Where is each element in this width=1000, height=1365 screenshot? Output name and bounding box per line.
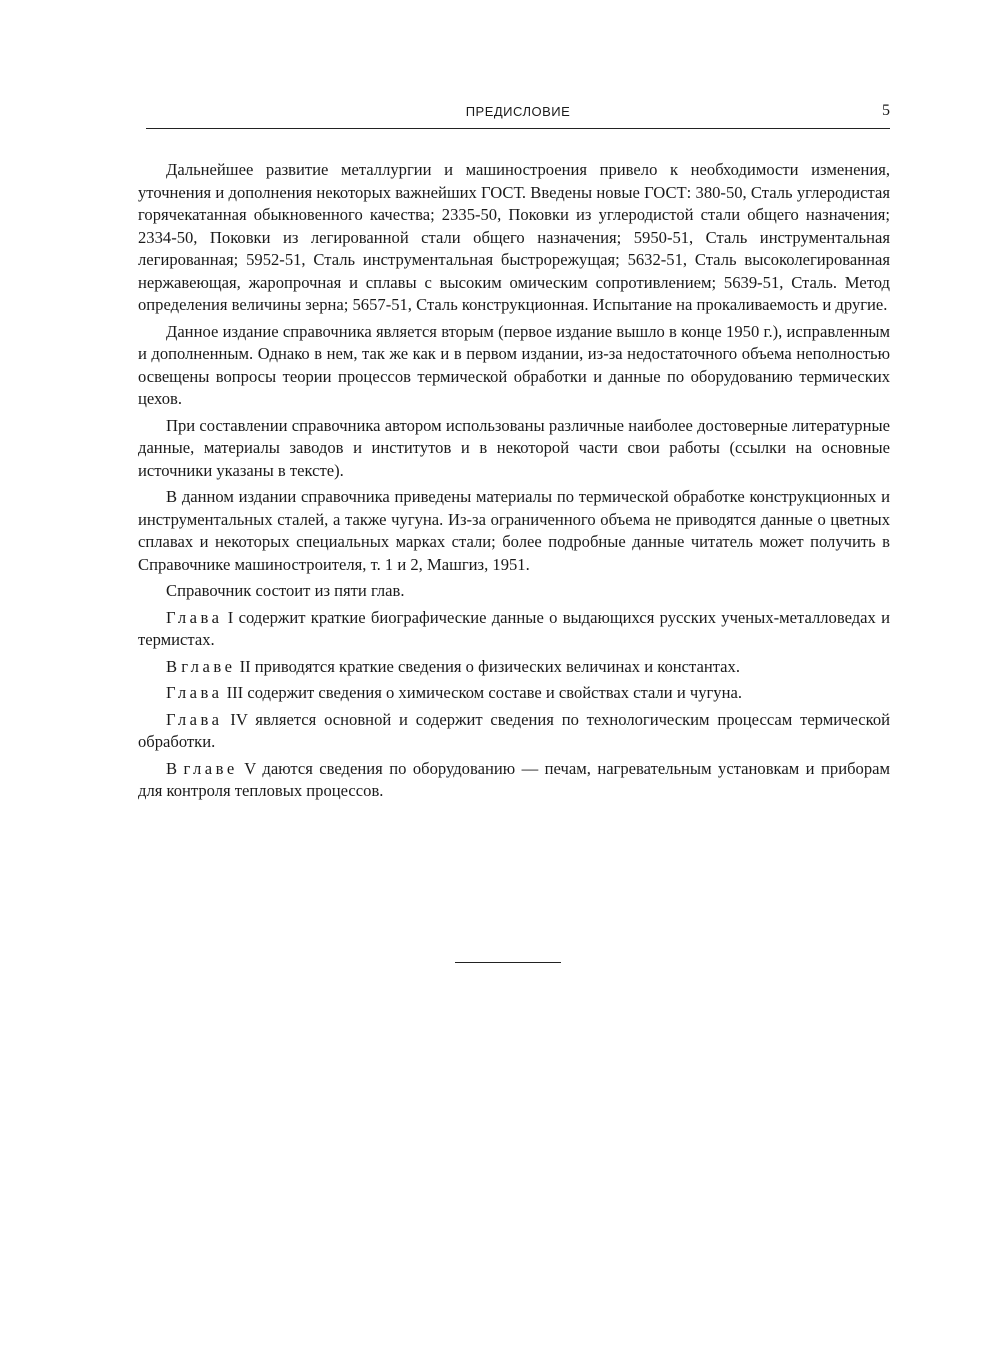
paragraph-scope: В данном издании справочника приведены материалы по термической обработке конструкционных и инструментальных сталей, а также чугуна. Из-за ограниченного объема не приводятся данные о цветных сплавах и некоторых специальных марках стали; более подробные данные читатель может получить в Справочнике машиностроителя, т. 1 и 2, Машгиз, 1951. <box>138 487 890 574</box>
paragraph-sources: При составлении справочника автором использованы различные наиболее достоверные литературные данные, материалы заводов и институтов и в некоторой части свои работы (ссылки на основные источники указаны в тексте). <box>138 415 890 480</box>
paragraph-structure: Справочник состоит из пяти глав. <box>166 581 405 600</box>
paragraph-chapter-5: В главе V даются сведения по оборудованию — печам, нагревательным установкам и приборам для контроля тепловых процессов. <box>138 758 890 800</box>
body-text <box>138 159 890 803</box>
paragraph-chapter-3: Глава III содержит сведения о химическом составе и свойствах стали и чугуна. <box>166 683 742 702</box>
running-title: ПРЕДИСЛОВИЕ <box>465 104 571 119</box>
paragraph-gost-changes: Дальнейшее развитие металлургии и машиностроения привело к необходимости изменения, уточнения и дополнения некоторых важнейших ГОСТ. Введены новые ГОСТ: 380-50, Сталь углеродистая горячекатанная обыкновенного качества; 2335-50, Поковки из углеродистой стали общего назначения; 2334-50, Поковки из легированной стали общего назначения; 5950-51, Сталь инструментальная легированная; 5952-51, Сталь инструментальная быстрорежущая; 5632-51, Сталь высоколегированная нержавеющая, жаропрочная и сплавы с высоким омическим сопротивлением; 5639-51, Сталь. Метод определения величины зерна; 5657-51, Сталь конструкционная. Испытание на прокаливаемость и другие. <box>138 160 890 314</box>
end-divider <box>455 962 561 963</box>
paragraph-second-edition: Данное издание справочника является вторым (первое издание вышло в конце 1950 г.), исправленным и дополненным. Однако в нем, так же как и в первом издании, из-за недостаточного объема неполностью освещены вопросы теории процессов термической обработки и данные по оборудованию термических цехов. <box>138 321 890 408</box>
paragraph-chapter-2: В главе II приводятся краткие сведения о физических величинах и константах. <box>166 656 740 676</box>
paragraph-chapter-1: Глава I содержит краткие биографические данные о выдающихся русских ученых-металловедах и термистах. <box>138 607 890 649</box>
document-page <box>138 100 890 807</box>
running-header <box>146 100 890 129</box>
paragraph-chapter-4: Глава IV является основной и содержит сведения по технологическим процессам термической обработки. <box>138 709 890 751</box>
page-number: 5 <box>882 102 890 119</box>
